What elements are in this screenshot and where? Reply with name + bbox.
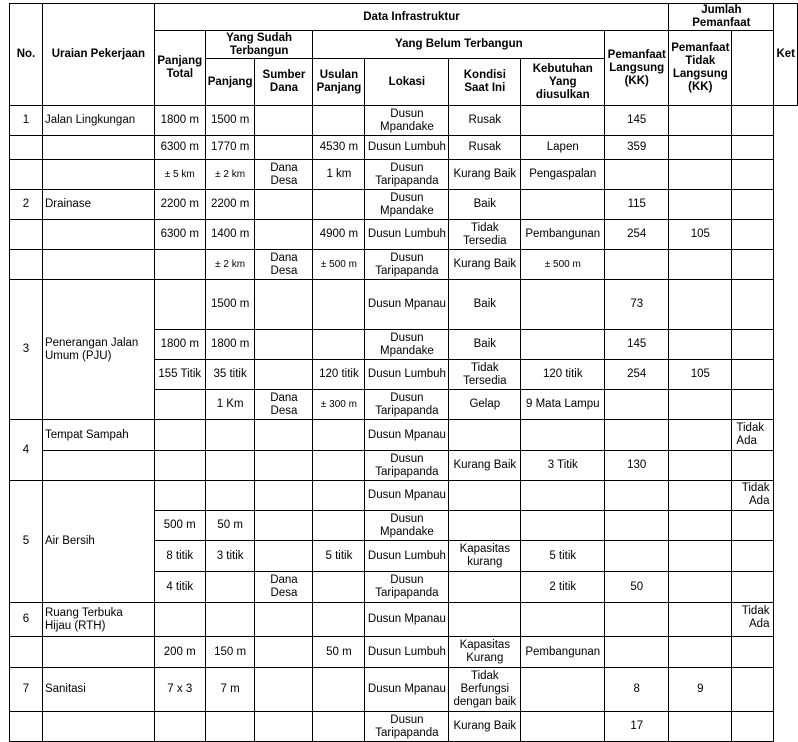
cell-sumber-dana: Dana Desa xyxy=(255,160,313,190)
header-no: No. xyxy=(10,4,43,106)
cell-panjang xyxy=(205,712,255,742)
cell-sumber-dana xyxy=(255,541,313,572)
cell-sumber-dana xyxy=(255,637,313,668)
cell-lokasi: Dusun Lumbuh xyxy=(365,541,449,572)
cell-tidak-langsung xyxy=(669,190,732,220)
cell-tidak-langsung xyxy=(669,106,732,136)
cell-tidak-langsung xyxy=(669,390,732,420)
cell-kondisi: Gelap xyxy=(449,390,521,420)
cell-panjang: 1500 m xyxy=(205,106,255,136)
cell-ket xyxy=(732,712,774,742)
cell-kondisi: Kurang Baik xyxy=(449,451,521,481)
cell-panjang-total xyxy=(154,420,205,451)
cell-kebutuhan xyxy=(521,190,605,220)
cell-usulan: ± 300 m xyxy=(313,390,365,420)
cell-tidak-langsung xyxy=(669,712,732,742)
cell-kebutuhan: Pembangunan xyxy=(521,637,605,668)
cell-lokasi: Dusun Taripapanda xyxy=(365,250,449,280)
cell-sumber-dana xyxy=(255,481,313,511)
table-row xyxy=(10,190,798,220)
cell-panjang-total xyxy=(154,250,205,280)
cell-usulan xyxy=(313,190,365,220)
cell-kebutuhan xyxy=(521,481,605,511)
cell-tidak-langsung: 105 xyxy=(669,220,732,250)
cell-lokasi: Dusun Taripapanda xyxy=(365,160,449,190)
cell-panjang-total xyxy=(154,603,205,637)
cell-panjang-total: 2200 m xyxy=(154,190,205,220)
cell-kondisi: Kurang Baik xyxy=(449,712,521,742)
cell-sumber-dana xyxy=(255,136,313,160)
table-row xyxy=(10,136,798,160)
cell-kebutuhan: ± 500 m xyxy=(521,250,605,280)
cell-usulan xyxy=(313,330,365,360)
cell-tidak-langsung xyxy=(669,136,732,160)
cell-tidak-langsung xyxy=(669,330,732,360)
cell-kebutuhan: 9 Mata Lampu xyxy=(521,390,605,420)
cell-kondisi: Baik xyxy=(449,330,521,360)
cell-ket xyxy=(732,451,774,481)
cell-usulan xyxy=(313,603,365,637)
cell-panjang-total xyxy=(154,280,205,330)
cell-tidak-langsung xyxy=(669,451,732,481)
header-kondisi: Kondisi Saat Ini xyxy=(449,59,521,106)
cell-no: 6 xyxy=(10,603,43,637)
cell-usulan xyxy=(313,712,365,742)
cell-no: 5 xyxy=(10,481,43,603)
cell-panjang-total: 8 titik xyxy=(154,541,205,572)
cell-langsung xyxy=(605,481,669,511)
cell-uraian: Penerangan Jalan Umum (PJU) xyxy=(42,280,154,420)
cell-tidak-langsung xyxy=(669,250,732,280)
cell-panjang-total xyxy=(154,390,205,420)
table-row xyxy=(10,603,798,637)
cell-kondisi: Rusak xyxy=(449,106,521,136)
cell-uraian: Drainase xyxy=(42,190,154,220)
cell-kebutuhan: 120 titik xyxy=(521,360,605,390)
cell-kebutuhan: 3 Titik xyxy=(521,451,605,481)
cell-ket xyxy=(732,511,774,541)
cell-no xyxy=(10,220,43,250)
cell-ket xyxy=(732,106,774,136)
cell-kebutuhan xyxy=(521,330,605,360)
cell-langsung xyxy=(605,250,669,280)
header-lokasi: Lokasi xyxy=(365,59,449,106)
cell-kondisi xyxy=(449,572,521,603)
cell-ket xyxy=(732,572,774,603)
header-data-infrastruktur: Data Infrastruktur xyxy=(154,4,668,31)
header-kebutuhan: Kebutuhan Yang diusulkan xyxy=(521,59,605,106)
cell-panjang-total: ± 5 km xyxy=(154,160,205,190)
cell-sumber-dana xyxy=(255,220,313,250)
cell-sumber-dana xyxy=(255,712,313,742)
cell-langsung xyxy=(605,160,669,190)
cell-ket xyxy=(732,280,774,330)
cell-no: 4 xyxy=(10,420,43,481)
header-sumber-dana: Sumber Dana xyxy=(255,59,313,106)
cell-sumber-dana xyxy=(255,603,313,637)
cell-langsung: 145 xyxy=(605,106,669,136)
cell-ket xyxy=(732,330,774,360)
cell-lokasi: Dusun Mpandake xyxy=(365,106,449,136)
cell-langsung: 254 xyxy=(605,220,669,250)
cell-panjang xyxy=(205,481,255,511)
table-row xyxy=(10,160,798,190)
cell-panjang-total: 6300 m xyxy=(154,136,205,160)
cell-langsung: 17 xyxy=(605,712,669,742)
cell-uraian xyxy=(42,136,154,160)
table-row xyxy=(10,668,798,712)
cell-panjang xyxy=(205,572,255,603)
cell-usulan xyxy=(313,668,365,712)
cell-ket: Tidak Ada xyxy=(732,481,774,511)
cell-usulan xyxy=(313,481,365,511)
cell-sumber-dana xyxy=(255,280,313,330)
table-row xyxy=(10,637,798,668)
cell-panjang: 7 m xyxy=(205,668,255,712)
header-pemanfaat-langsung: Pemanfaat Langsung (KK) xyxy=(605,31,669,106)
cell-usulan: 4530 m xyxy=(313,136,365,160)
cell-ket xyxy=(732,668,774,712)
cell-uraian: Sanitasi xyxy=(42,668,154,712)
cell-langsung xyxy=(605,541,669,572)
cell-panjang: 1400 m xyxy=(205,220,255,250)
cell-sumber-dana xyxy=(255,330,313,360)
cell-panjang: 1800 m xyxy=(205,330,255,360)
header-yang-sudah-terbangun: Yang Sudah Terbangun xyxy=(205,31,313,59)
cell-kebutuhan: Pengaspalan xyxy=(521,160,605,190)
cell-kondisi: Tidak Berfungsi dengan baik xyxy=(449,668,521,712)
cell-uraian xyxy=(42,451,154,481)
cell-kebutuhan: 2 titik xyxy=(521,572,605,603)
cell-tidak-langsung xyxy=(669,280,732,330)
cell-uraian xyxy=(42,712,154,742)
cell-sumber-dana xyxy=(255,106,313,136)
cell-panjang-total: 6300 m xyxy=(154,220,205,250)
cell-kondisi xyxy=(449,481,521,511)
cell-no xyxy=(10,712,43,742)
cell-uraian: Tempat Sampah xyxy=(42,420,154,451)
cell-sumber-dana xyxy=(255,511,313,541)
cell-usulan: 1 km xyxy=(313,160,365,190)
cell-kebutuhan: Lapen xyxy=(521,136,605,160)
cell-langsung: 73 xyxy=(605,280,669,330)
cell-no xyxy=(10,160,43,190)
cell-kondisi: Kapasitas kurang xyxy=(449,541,521,572)
cell-panjang xyxy=(205,603,255,637)
cell-ket xyxy=(732,541,774,572)
header-ket: Ket xyxy=(774,4,798,106)
table-row xyxy=(10,420,798,451)
cell-panjang xyxy=(205,451,255,481)
cell-usulan xyxy=(313,106,365,136)
cell-panjang-total: 200 m xyxy=(154,637,205,668)
cell-panjang-total: 4 titik xyxy=(154,572,205,603)
header-panjang-total: Panjang Total xyxy=(154,31,205,106)
cell-uraian xyxy=(42,220,154,250)
cell-kondisi: Kapasitas Kurang xyxy=(449,637,521,668)
cell-usulan: ± 500 m xyxy=(313,250,365,280)
cell-panjang-total xyxy=(154,451,205,481)
cell-lokasi: Dusun Mpandake xyxy=(365,330,449,360)
cell-panjang-total: 155 Titik xyxy=(154,360,205,390)
cell-tidak-langsung xyxy=(669,603,732,637)
cell-panjang xyxy=(205,420,255,451)
cell-usulan xyxy=(313,511,365,541)
cell-usulan: 4900 m xyxy=(313,220,365,250)
cell-uraian: Air Bersih xyxy=(42,481,154,603)
cell-panjang-total xyxy=(154,481,205,511)
cell-ket xyxy=(732,360,774,390)
cell-kondisi xyxy=(449,420,521,451)
cell-kebutuhan xyxy=(521,603,605,637)
table-row xyxy=(10,250,798,280)
cell-lokasi: Dusun Lumbuh xyxy=(365,136,449,160)
cell-sumber-dana xyxy=(255,360,313,390)
cell-ket xyxy=(732,637,774,668)
cell-panjang: 1500 m xyxy=(205,280,255,330)
cell-panjang: ± 2 km xyxy=(205,250,255,280)
cell-langsung xyxy=(605,420,669,451)
cell-panjang: 150 m xyxy=(205,637,255,668)
table-row xyxy=(10,451,798,481)
cell-no: 1 xyxy=(10,106,43,136)
header-pemanfaat-tidak-langsung: Pemanfaat Tidak Langsung (KK) xyxy=(669,31,732,106)
cell-tidak-langsung xyxy=(669,511,732,541)
cell-langsung: 8 xyxy=(605,668,669,712)
cell-sumber-dana xyxy=(255,190,313,220)
cell-kebutuhan xyxy=(521,106,605,136)
cell-tidak-langsung xyxy=(669,541,732,572)
cell-kebutuhan: 5 titik xyxy=(521,541,605,572)
cell-lokasi: Dusun Mpandake xyxy=(365,511,449,541)
table-row xyxy=(10,712,798,742)
cell-lokasi: Dusun Mpanau xyxy=(365,420,449,451)
table-row xyxy=(10,220,798,250)
cell-sumber-dana xyxy=(255,420,313,451)
cell-ket xyxy=(732,250,774,280)
cell-panjang-total: 500 m xyxy=(154,511,205,541)
cell-usulan: 5 titik xyxy=(313,541,365,572)
cell-lokasi: Dusun Taripapanda xyxy=(365,712,449,742)
header-jumlah-pemanfaat: Jumlah Pemanfaat xyxy=(669,4,774,31)
cell-lokasi: Dusun Lumbuh xyxy=(365,220,449,250)
cell-lokasi: Dusun Mpanau xyxy=(365,481,449,511)
header-panjang: Panjang xyxy=(205,59,255,106)
header-usulan-panjang: Usulan Panjang xyxy=(313,59,365,106)
cell-lokasi: Dusun Mpanau xyxy=(365,603,449,637)
cell-tidak-langsung xyxy=(669,481,732,511)
cell-tidak-langsung: 105 xyxy=(669,360,732,390)
cell-no: 7 xyxy=(10,668,43,712)
cell-kondisi: Rusak xyxy=(449,136,521,160)
cell-panjang: 1770 m xyxy=(205,136,255,160)
table-row xyxy=(10,481,798,511)
cell-kondisi: Tidak Tersedia xyxy=(449,220,521,250)
cell-sumber-dana: Dana Desa xyxy=(255,250,313,280)
cell-usulan: 50 m xyxy=(313,637,365,668)
cell-sumber-dana xyxy=(255,451,313,481)
cell-kebutuhan xyxy=(521,280,605,330)
cell-panjang-total: 1800 m xyxy=(154,330,205,360)
cell-sumber-dana xyxy=(255,668,313,712)
cell-usulan: 120 titik xyxy=(313,360,365,390)
cell-langsung xyxy=(605,511,669,541)
cell-ket xyxy=(732,160,774,190)
cell-panjang: ± 2 km xyxy=(205,160,255,190)
cell-uraian xyxy=(42,250,154,280)
cell-ket: Tidak Ada xyxy=(732,420,774,451)
cell-lokasi: Dusun Taripapanda xyxy=(365,390,449,420)
cell-tidak-langsung xyxy=(669,160,732,190)
cell-panjang-total: 7 x 3 xyxy=(154,668,205,712)
cell-langsung: 130 xyxy=(605,451,669,481)
cell-tidak-langsung xyxy=(669,420,732,451)
header-uraian: Uraian Pekerjaan xyxy=(42,4,154,106)
cell-usulan xyxy=(313,420,365,451)
cell-langsung xyxy=(605,603,669,637)
cell-kebutuhan xyxy=(521,712,605,742)
cell-tidak-langsung: 9 xyxy=(669,668,732,712)
cell-no: 3 xyxy=(10,280,43,420)
cell-panjang: 50 m xyxy=(205,511,255,541)
cell-langsung: 115 xyxy=(605,190,669,220)
cell-ket: Tidak Ada xyxy=(732,603,774,637)
cell-lokasi: Dusun Lumbuh xyxy=(365,637,449,668)
cell-lokasi: Dusun Mpanau xyxy=(365,280,449,330)
cell-lokasi: Dusun Lumbuh xyxy=(365,360,449,390)
cell-panjang: 1 Km xyxy=(205,390,255,420)
cell-uraian: Ruang Terbuka Hijau (RTH) xyxy=(42,603,154,637)
cell-lokasi: Dusun Taripapanda xyxy=(365,451,449,481)
cell-ket xyxy=(732,220,774,250)
cell-kebutuhan xyxy=(521,668,605,712)
cell-lokasi: Dusun Taripapanda xyxy=(365,572,449,603)
cell-no xyxy=(10,136,43,160)
cell-lokasi: Dusun Mpanau xyxy=(365,668,449,712)
cell-kebutuhan: Pembangunan xyxy=(521,220,605,250)
cell-usulan xyxy=(313,280,365,330)
cell-panjang: 3 titik xyxy=(205,541,255,572)
cell-sumber-dana: Dana Desa xyxy=(255,390,313,420)
cell-kondisi: Baik xyxy=(449,280,521,330)
cell-ket xyxy=(732,390,774,420)
cell-kondisi: Kurang Baik xyxy=(449,250,521,280)
cell-panjang: 35 titik xyxy=(205,360,255,390)
cell-kondisi: Kurang Baik xyxy=(449,160,521,190)
cell-ket xyxy=(732,190,774,220)
table-row xyxy=(10,280,798,330)
cell-langsung xyxy=(605,390,669,420)
cell-uraian: Jalan Lingkungan xyxy=(42,106,154,136)
cell-usulan xyxy=(313,572,365,603)
cell-panjang-total: 1800 m xyxy=(154,106,205,136)
cell-usulan xyxy=(313,451,365,481)
cell-kebutuhan xyxy=(521,511,605,541)
cell-ket xyxy=(732,136,774,160)
cell-tidak-langsung xyxy=(669,637,732,668)
cell-kondisi xyxy=(449,603,521,637)
cell-panjang: 2200 m xyxy=(205,190,255,220)
cell-kondisi: Tidak Tersedia xyxy=(449,360,521,390)
cell-langsung xyxy=(605,637,669,668)
cell-panjang-total xyxy=(154,712,205,742)
cell-lokasi: Dusun Mpandake xyxy=(365,190,449,220)
cell-langsung: 145 xyxy=(605,330,669,360)
cell-kebutuhan xyxy=(521,420,605,451)
table-row xyxy=(10,106,798,136)
header-yang-belum-terbangun: Yang Belum Terbangun xyxy=(313,31,605,59)
cell-no: 2 xyxy=(10,190,43,220)
cell-sumber-dana: Dana Desa xyxy=(255,572,313,603)
cell-no xyxy=(10,637,43,668)
cell-langsung: 359 xyxy=(605,136,669,160)
cell-no xyxy=(10,250,43,280)
cell-kondisi: Baik xyxy=(449,190,521,220)
cell-tidak-langsung xyxy=(669,572,732,603)
cell-langsung: 254 xyxy=(605,360,669,390)
cell-langsung: 50 xyxy=(605,572,669,603)
infrastructure-table xyxy=(9,3,798,742)
cell-kondisi xyxy=(449,511,521,541)
cell-uraian xyxy=(42,637,154,668)
cell-uraian xyxy=(42,160,154,190)
